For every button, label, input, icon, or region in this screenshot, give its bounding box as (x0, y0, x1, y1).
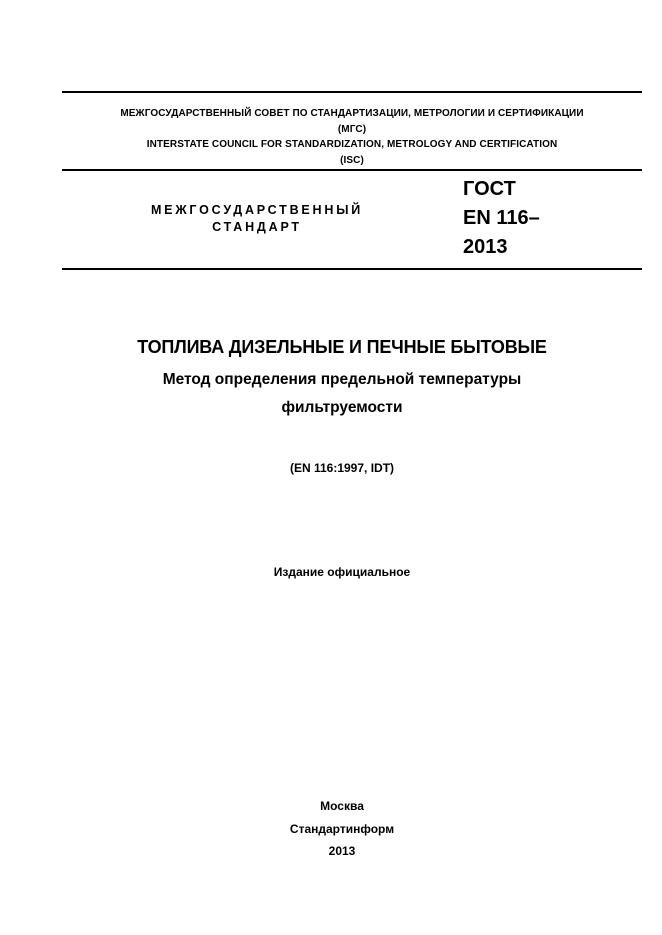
council-header (62, 106, 642, 168)
bottom-rule (62, 268, 642, 270)
standard-kind (112, 202, 402, 236)
title-main: ТОПЛИВА ДИЗЕЛЬНЫЕ И ПЕЧНЫЕ БЫТОВЫЕ (137, 337, 547, 357)
imprint-publisher: Стандартинформ (289, 821, 395, 836)
title-subtitle (22, 366, 662, 422)
edition-note: Издание официальное (273, 565, 411, 579)
council-abbr-en: (ISC) (340, 154, 364, 166)
title-subtitle-line1: Метод определения предельной температуры (162, 371, 522, 388)
standard-kind-line2: СТАНДАРТ (212, 220, 302, 234)
imprint-year: 2013 (328, 844, 356, 858)
middle-rule (62, 169, 642, 171)
imprint (22, 795, 662, 863)
council-name-ru: МЕЖГОСУДАРСТВЕННЫЙ СОВЕТ ПО СТАНДАРТИЗАЦИИ, МЕТРОЛОГИИ И СЕРТИФИКАЦИИ (120, 108, 584, 119)
standard-number-line1: ГОСТ (463, 178, 516, 200)
top-rule (62, 91, 642, 93)
standard-kind-line1: МЕЖГОСУДАРСТВЕННЫЙ (150, 203, 364, 217)
standard-number (463, 175, 540, 262)
imprint-city: Москва (320, 799, 364, 813)
reference-standard: (EN 116:1997, IDT) (289, 461, 395, 475)
council-name-en: INTERSTATE COUNCIL FOR STANDARDIZATION, METROLOGY AND CERTIFICATION (146, 139, 558, 150)
standard-number-line3: 2013 (463, 236, 508, 258)
council-abbr-ru: (МГС) (337, 123, 367, 135)
document-title (22, 334, 662, 422)
standard-number-line2: EN 116– (463, 207, 540, 229)
title-subtitle-line2: фильтруемости (281, 399, 403, 416)
